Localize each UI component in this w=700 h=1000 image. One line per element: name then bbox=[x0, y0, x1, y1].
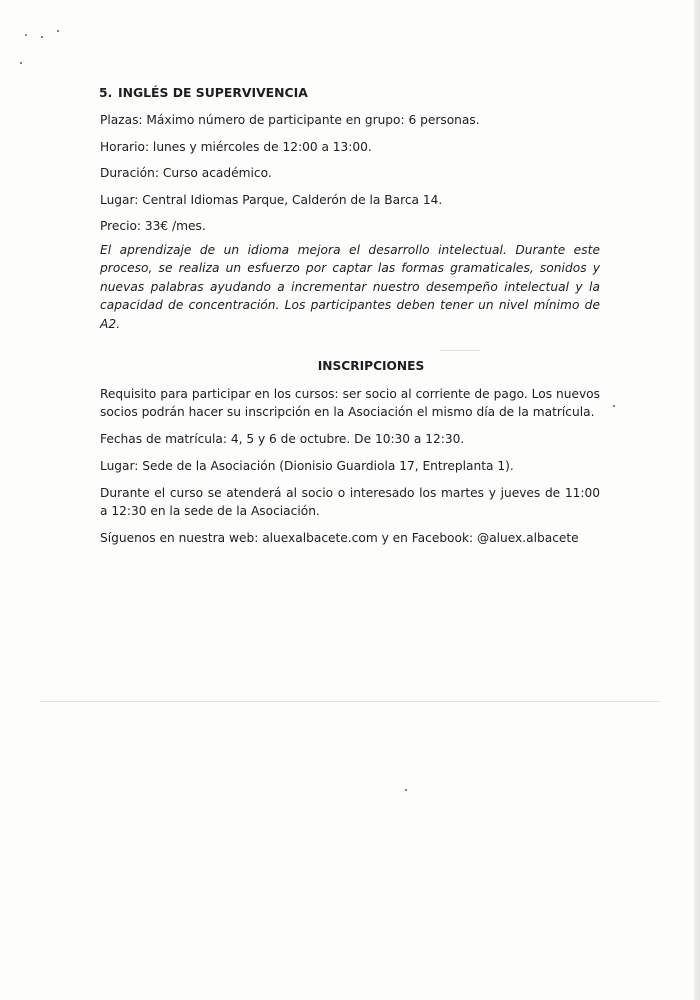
scan-speck bbox=[613, 405, 615, 407]
duracion-line: Duración: Curso académico. bbox=[100, 166, 272, 180]
document-content bbox=[100, 84, 600, 556]
precio-line: Precio: 33€ /mes. bbox=[100, 219, 206, 233]
scan-speck bbox=[25, 34, 27, 36]
fechas-line: Fechas de matrícula: 4, 5 y 6 de octubre. De 10:30 a 12:30. bbox=[100, 432, 465, 447]
scan-artifact-line bbox=[40, 701, 660, 702]
section-number: 5. bbox=[99, 85, 113, 100]
section-title bbox=[99, 84, 600, 102]
lugar-line: Lugar: Central Idiomas Parque, Calderón de la Barca 14. bbox=[100, 192, 443, 207]
web-line: Síguenos en nuestra web: aluexalbacete.com y en Facebook: @aluex.albacete bbox=[100, 531, 579, 546]
inscripciones-heading: INSCRIPCIONES bbox=[317, 359, 425, 374]
course-description: El aprendizaje de un idioma mejora el desarrollo intelectual. Durante este proceso, se realiza un esfuerzo por captar las formas gramaticales, sonidos y nuevas palabras ayudando a incrementar nuestro desempeño intelectual y la capacidad de concentración. Los participantes deben tener un nivel mínimo de A2. bbox=[100, 243, 600, 331]
horario-line: Horario: lunes y miércoles de 12:00 a 13:00. bbox=[100, 139, 372, 154]
section-title-text: INGLÉS DE SUPERVIVENCIA bbox=[118, 85, 308, 100]
scan-speck bbox=[41, 36, 43, 38]
scan-speck bbox=[20, 62, 22, 64]
requisito-paragraph: Requisito para participar en los cursos: ser socio al corriente de pago. Los nuevos socios podrán hacer su inscripción en la Asociación el mismo día de la matrícula. bbox=[100, 387, 600, 420]
scan-speck bbox=[57, 30, 59, 32]
page-edge bbox=[694, 0, 700, 1000]
scan-speck bbox=[405, 789, 407, 791]
atencion-paragraph: Durante el curso se atenderá al socio o interesado los martes y jueves de 11:00 a 12:30 en la sede de la Asociación. bbox=[100, 486, 600, 519]
lugar-inscripcion-line: Lugar: Sede de la Asociación (Dionisio Guardiola 17, Entreplanta 1). bbox=[100, 459, 514, 474]
plazas-line: Plazas: Máximo número de participante en grupo: 6 personas. bbox=[100, 113, 480, 127]
